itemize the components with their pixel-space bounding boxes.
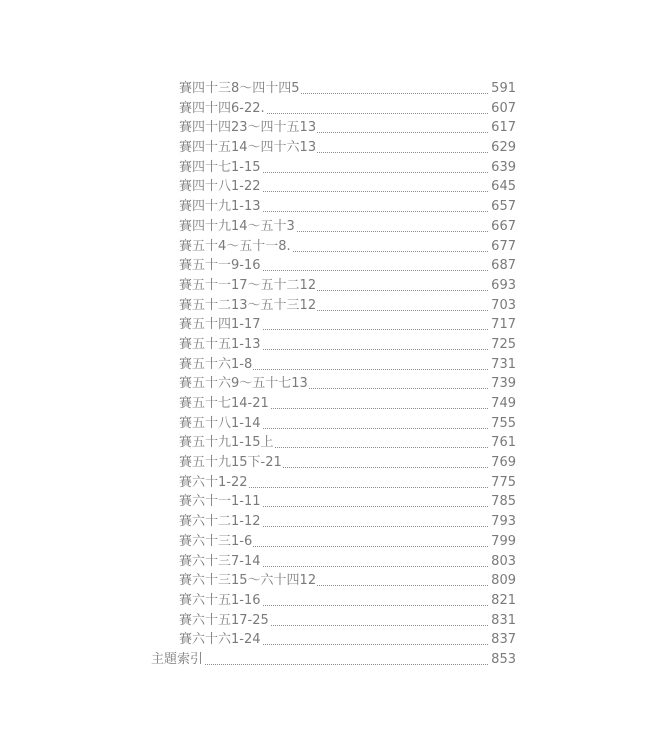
toc-entry[interactable] <box>0 394 650 414</box>
toc-entry-label: 賽四十三8～四十四5 <box>179 79 301 99</box>
toc-entry-label: 賽五十六9～五十七13 <box>179 374 309 394</box>
toc-entry-page: 591 <box>488 79 516 99</box>
toc-entry-label: 賽六十二1-12 <box>179 512 262 532</box>
toc-entry-page: 853 <box>488 650 516 670</box>
toc-entry[interactable] <box>0 177 650 197</box>
toc-entry-page: 739 <box>488 374 516 394</box>
toc-entry-page: 799 <box>488 532 516 552</box>
toc-entry-page: 687 <box>488 256 516 276</box>
toc-entry-page: 703 <box>488 296 516 316</box>
toc-entry-page: 657 <box>488 197 516 217</box>
toc-entry-label: 賽六十五1-16 <box>179 591 262 611</box>
toc-entry-label: 賽五十五1-13 <box>179 335 262 355</box>
toc-entry-label: 賽五十一17～五十二12 <box>179 276 317 296</box>
toc-entry-label: 主題索引 <box>151 650 204 670</box>
toc-entry-label: 賽六十一1-11 <box>179 492 262 512</box>
toc-entry-label: 賽五十九15下-21 <box>179 453 283 473</box>
toc-entry[interactable] <box>0 158 650 178</box>
toc-entry[interactable] <box>0 138 650 158</box>
toc-entry[interactable] <box>0 335 650 355</box>
toc-entry[interactable] <box>0 315 650 335</box>
toc-entry[interactable] <box>0 630 650 650</box>
toc-entry-page: 821 <box>488 591 516 611</box>
toc-entry[interactable] <box>0 492 650 512</box>
toc-entry[interactable] <box>0 118 650 138</box>
toc-entry-label: 賽四十九1-13 <box>179 197 262 217</box>
toc-entry-label: 賽六十三15～六十四12 <box>179 571 317 591</box>
toc-entry-page: 731 <box>488 355 516 375</box>
toc-entry[interactable] <box>0 256 650 276</box>
toc-entry[interactable] <box>0 414 650 434</box>
toc-entry-label: 賽五十八1-14 <box>179 414 262 434</box>
toc-entry-page: 761 <box>488 433 516 453</box>
toc-entry-page: 645 <box>488 177 516 197</box>
toc-entry-label: 賽五十七14-21 <box>179 394 270 414</box>
toc-entry-label: 賽五十4～五十一8. <box>179 237 292 257</box>
toc-entry[interactable] <box>0 237 650 257</box>
toc-entry[interactable] <box>0 276 650 296</box>
toc-entry[interactable] <box>0 571 650 591</box>
toc-entry[interactable] <box>0 532 650 552</box>
toc-entry[interactable] <box>0 217 650 237</box>
toc-entry[interactable] <box>0 296 650 316</box>
table-of-contents <box>0 79 650 670</box>
toc-entry-page: 725 <box>488 335 516 355</box>
toc-entry-label: 賽四十七1-15 <box>179 158 262 178</box>
toc-entry[interactable] <box>0 591 650 611</box>
toc-entry-label: 賽六十六1-24 <box>179 630 262 650</box>
toc-entry-page: 769 <box>488 453 516 473</box>
toc-entry-label: 賽四十四23～四十五13 <box>179 118 317 138</box>
toc-entry-page: 677 <box>488 237 516 257</box>
toc-entry-label: 賽五十一9-16 <box>179 256 262 276</box>
toc-entry-page: 831 <box>488 611 516 631</box>
toc-entry-page: 639 <box>488 158 516 178</box>
toc-entry[interactable] <box>0 197 650 217</box>
toc-entry-label: 賽六十五17-25 <box>179 611 270 631</box>
toc-entry-page: 617 <box>488 118 516 138</box>
toc-entry-page: 749 <box>488 394 516 414</box>
toc-entry-page: 667 <box>488 217 516 237</box>
toc-entry-page: 607 <box>488 99 516 119</box>
toc-entry-label: 賽四十八1-22 <box>179 177 262 197</box>
toc-entry-page: 717 <box>488 315 516 335</box>
toc-entry[interactable] <box>0 453 650 473</box>
toc-entry-page: 629 <box>488 138 516 158</box>
toc-entry[interactable] <box>0 611 650 631</box>
toc-entry[interactable] <box>0 512 650 532</box>
toc-entry[interactable] <box>0 473 650 493</box>
toc-entry-page: 803 <box>488 552 516 572</box>
toc-entry-label: 賽四十四6-22. <box>179 99 266 119</box>
toc-entry-label: 賽五十四1-17 <box>179 315 262 335</box>
toc-entry[interactable] <box>0 99 650 119</box>
toc-entry-page: 775 <box>488 473 516 493</box>
toc-entry[interactable] <box>0 433 650 453</box>
toc-entry[interactable] <box>0 355 650 375</box>
toc-entry-label: 賽四十九14～五十3 <box>179 217 296 237</box>
toc-entry[interactable] <box>0 79 650 99</box>
toc-entry-page: 693 <box>488 276 516 296</box>
toc-entry-label: 賽六十三1-6 <box>179 532 253 552</box>
toc-entry-page: 809 <box>488 571 516 591</box>
toc-entry-page: 785 <box>488 492 516 512</box>
toc-entry-label: 賽五十二13～五十三12 <box>179 296 317 316</box>
toc-entry-label: 賽五十九1-15上 <box>179 433 275 453</box>
toc-entry-label: 賽四十五14～四十六13 <box>179 138 317 158</box>
toc-entry-label: 賽六十1-22 <box>179 473 249 493</box>
toc-entry-page: 793 <box>488 512 516 532</box>
toc-entry[interactable] <box>0 552 650 572</box>
toc-entry-page: 837 <box>488 630 516 650</box>
toc-entry-page: 755 <box>488 414 516 434</box>
toc-entry-label: 賽六十三7-14 <box>179 552 262 572</box>
toc-entry-subject-index[interactable] <box>0 650 650 670</box>
toc-entry[interactable] <box>0 374 650 394</box>
toc-entry-label: 賽五十六1-8 <box>179 355 253 375</box>
